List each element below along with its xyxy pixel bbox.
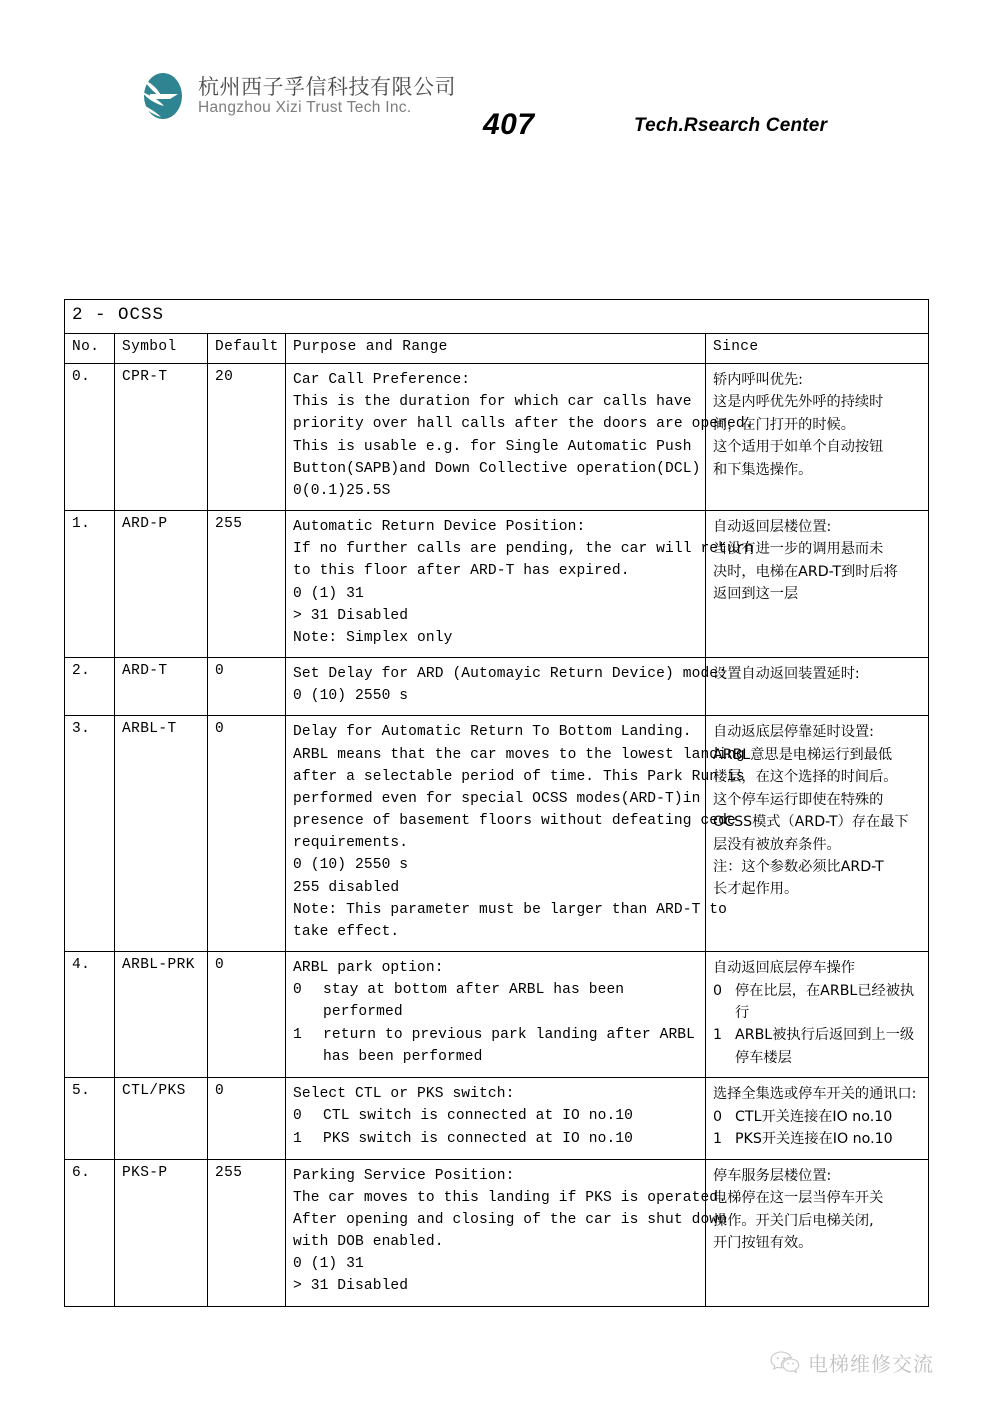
since-option xyxy=(713,980,921,1025)
column-header-symbol: Symbol xyxy=(115,334,208,364)
wechat-icon xyxy=(770,1350,800,1376)
purpose-line: After opening and closing of the car is shut down xyxy=(293,1211,728,1228)
row-purpose xyxy=(286,1078,706,1159)
row-symbol: ARD-P xyxy=(115,511,208,658)
purpose-line: priority over hall calls after the doors are opened. xyxy=(293,416,754,433)
since-line: 和下集选操作。 xyxy=(713,461,813,478)
purpose-line: This is usable e.g. for Single Automatic Push xyxy=(293,438,692,455)
footer-watermark xyxy=(770,1348,934,1377)
purpose-line: Car Call Preference: xyxy=(293,372,471,388)
purpose-title: ARBL park option: xyxy=(293,960,444,977)
row-symbol: CTL/PKS xyxy=(115,1078,208,1159)
row-since xyxy=(706,716,929,952)
table-section-title-row xyxy=(65,300,929,334)
row-symbol: ARBL-PRK xyxy=(115,952,208,1078)
row-since xyxy=(706,952,929,1078)
since-line: 自动返底层停靠延时设置: xyxy=(713,724,874,741)
row-no: 3. xyxy=(65,716,115,952)
column-header-no: No. xyxy=(65,334,115,364)
purpose-line: after a selectable period of time. This Park Run is xyxy=(293,768,745,785)
row-since xyxy=(706,511,929,658)
row-no: 1. xyxy=(65,511,115,658)
option-value: PKS开关连接在IO no.10 xyxy=(735,1131,893,1148)
row-symbol: CPR-T xyxy=(115,364,208,511)
row-default: 0 xyxy=(208,1078,286,1159)
since-line: 设置自动返回装置延时: xyxy=(713,666,860,683)
purpose-line: This is the duration for which car calls have xyxy=(293,394,692,411)
purpose-line: Note: Simplex only xyxy=(293,629,453,646)
since-line: 长才起作用。 xyxy=(713,881,799,898)
since-line: 这个适用于如单个自动按钮 xyxy=(713,439,884,456)
option-key: 0 xyxy=(713,1108,723,1125)
since-line: 操作。开关门后电梯关闭, xyxy=(713,1212,874,1229)
since-line: 层没有被放弃条件。 xyxy=(713,836,841,853)
option-key: 1 xyxy=(293,1130,302,1147)
purpose-line: Automatic Return Device Position: xyxy=(293,519,586,536)
row-purpose xyxy=(286,511,754,658)
row-symbol: PKS-P xyxy=(115,1159,208,1306)
row-purpose xyxy=(286,1159,728,1306)
row-no: 5. xyxy=(65,1078,115,1159)
since-title: 选择全集选或停车开关的通讯口: xyxy=(713,1086,917,1103)
row-no: 0. xyxy=(65,364,115,511)
option-key: 1 xyxy=(293,1026,302,1043)
purpose-line: 255 disabled xyxy=(293,879,400,896)
footer-watermark-text: 电梯维修交流 xyxy=(808,1352,934,1376)
purpose-line: The car moves to this landing if PKS is operated. xyxy=(293,1189,728,1206)
purpose-line: 0 (1) 31 xyxy=(293,1256,364,1273)
row-default: 0 xyxy=(208,952,286,1078)
purpose-line: 0 (10) 2550 s xyxy=(293,857,409,874)
option-key: 0 xyxy=(293,982,302,999)
since-title: 自动返回底层停车操作 xyxy=(713,960,855,977)
since-line: OCSS模式（ARD-T）存在最下 xyxy=(713,814,909,831)
company-name-en: Hangzhou Xizi Trust Tech Inc. xyxy=(198,98,412,116)
purpose-line: Delay for Automatic Return To Bottom Landing. xyxy=(293,724,692,741)
option-value: PKS switch is connected at IO no.10 xyxy=(323,1130,634,1147)
purpose-line: Parking Service Position: xyxy=(293,1167,515,1184)
since-line: 停车服务层楼位置: xyxy=(713,1167,832,1184)
purpose-option xyxy=(293,1128,698,1150)
row-symbol: ARBL-T xyxy=(115,716,208,952)
table-row xyxy=(65,716,929,952)
purpose-line: 0 (1) 31 xyxy=(293,585,364,602)
row-default: 255 xyxy=(208,1159,286,1306)
since-option xyxy=(713,1106,921,1128)
purpose-option xyxy=(293,1024,698,1068)
row-symbol: ARD-T xyxy=(115,658,208,716)
purpose-option xyxy=(293,1105,698,1127)
company-name-cn: 杭州西子孚信科技有限公司 xyxy=(198,74,456,99)
purpose-line: 0 (10) 2550 s xyxy=(293,688,409,705)
option-key: 1 xyxy=(713,1027,723,1044)
table-row xyxy=(65,658,929,716)
table-row xyxy=(65,511,929,658)
brand-block xyxy=(136,68,456,124)
since-option xyxy=(713,1128,921,1150)
row-no: 4. xyxy=(65,952,115,1078)
row-purpose xyxy=(286,364,754,511)
table-header-row xyxy=(65,334,929,364)
since-line: 返回到这一层 xyxy=(713,586,799,603)
since-line: 开门按钮有效。 xyxy=(713,1234,813,1251)
option-key: 0 xyxy=(713,982,723,999)
since-line: ARBL意思是电梯运行到最低 xyxy=(713,746,893,763)
option-value: return to previous park landing after ARBL has been performed xyxy=(323,1026,696,1065)
row-since xyxy=(706,364,929,511)
company-logo-icon xyxy=(136,68,188,124)
purpose-line: to this floor after ARD-T has expired. xyxy=(293,563,630,580)
since-line: 这是内呼优先外呼的持续时 xyxy=(713,394,884,411)
row-since xyxy=(706,658,929,716)
row-default: 20 xyxy=(208,364,286,511)
option-value: ARBL被执行后返回到上一级停车楼层 xyxy=(735,1027,915,1066)
page-number: 407 xyxy=(483,108,535,141)
purpose-line: take effect. xyxy=(293,923,400,940)
since-line: 楼层，在这个选择的时间后。 xyxy=(713,769,898,786)
since-line: 间，在门打开的时候。 xyxy=(713,416,855,433)
option-key: 1 xyxy=(713,1131,723,1148)
since-line: 决时，电梯在ARD-T到时后将 xyxy=(713,563,898,580)
option-value: CTL开关连接在IO no.10 xyxy=(735,1108,893,1125)
purpose-line: with DOB enabled. xyxy=(293,1234,444,1251)
purpose-line: > 31 Disabled xyxy=(293,1278,409,1295)
section-title: 2 - OCSS xyxy=(65,300,929,334)
header-department-title: Tech.Rsearch Center xyxy=(634,115,828,136)
row-since xyxy=(706,1159,929,1306)
row-default: 0 xyxy=(208,658,286,716)
purpose-line: ARBL means that the car moves to the lowest landing xyxy=(293,746,745,763)
table-row xyxy=(65,952,929,1078)
brand-text xyxy=(198,76,456,116)
purpose-line: presence of basement floors without defeating cede xyxy=(293,813,736,830)
column-header-purpose: Purpose and Range xyxy=(286,334,706,364)
ocss-parameter-table xyxy=(64,299,929,1307)
option-value: stay at bottom after ARBL has been performed xyxy=(323,982,625,1021)
purpose-line: If no further calls are pending, the car will return xyxy=(293,541,754,558)
purpose-line: performed even for special OCSS modes(ARD-T)in xyxy=(293,790,701,807)
row-purpose xyxy=(286,952,706,1078)
option-value: CTL switch is connected at IO no.10 xyxy=(323,1108,634,1125)
purpose-line: Set Delay for ARD (Automayic Return Device) mode: xyxy=(293,666,728,683)
row-purpose xyxy=(286,716,745,952)
row-purpose xyxy=(286,658,728,716)
since-line: 注：这个参数必须比ARD-T xyxy=(713,859,884,876)
since-line: 这个停车运行即使在特殊的 xyxy=(713,791,884,808)
purpose-line: Button(SAPB)and Down Collective operation(DCL) xyxy=(293,460,701,477)
option-value: 停在比层，在ARBL已经被执行 xyxy=(735,982,915,1021)
column-header-default: Default xyxy=(208,334,286,364)
row-no: 2. xyxy=(65,658,115,716)
row-default: 0 xyxy=(208,716,286,952)
row-since xyxy=(706,1078,929,1159)
purpose-line: Note: This parameter must be larger than ARD-T to xyxy=(293,901,728,918)
since-line: 电梯停在这一层当停车开关 xyxy=(713,1190,884,1207)
row-default: 255 xyxy=(208,511,286,658)
since-option xyxy=(713,1024,921,1069)
purpose-line: 0(0.1)25.5S xyxy=(293,482,391,499)
since-line: 自动返回层楼位置: xyxy=(713,519,832,536)
purpose-line: requirements. xyxy=(293,835,409,852)
since-line: 当没有进一步的调用悬而未 xyxy=(713,541,884,558)
table-row xyxy=(65,364,929,511)
page-header xyxy=(0,60,992,140)
since-line: 轿内呼叫优先: xyxy=(713,372,803,388)
column-header-since: Since xyxy=(706,334,929,364)
table-row xyxy=(65,1078,929,1159)
purpose-option xyxy=(293,979,698,1023)
purpose-line: > 31 Disabled xyxy=(293,607,409,624)
row-no: 6. xyxy=(65,1159,115,1306)
purpose-title: Select CTL or PKS switch: xyxy=(293,1086,515,1103)
option-key: 0 xyxy=(293,1108,302,1125)
table-row xyxy=(65,1159,929,1306)
